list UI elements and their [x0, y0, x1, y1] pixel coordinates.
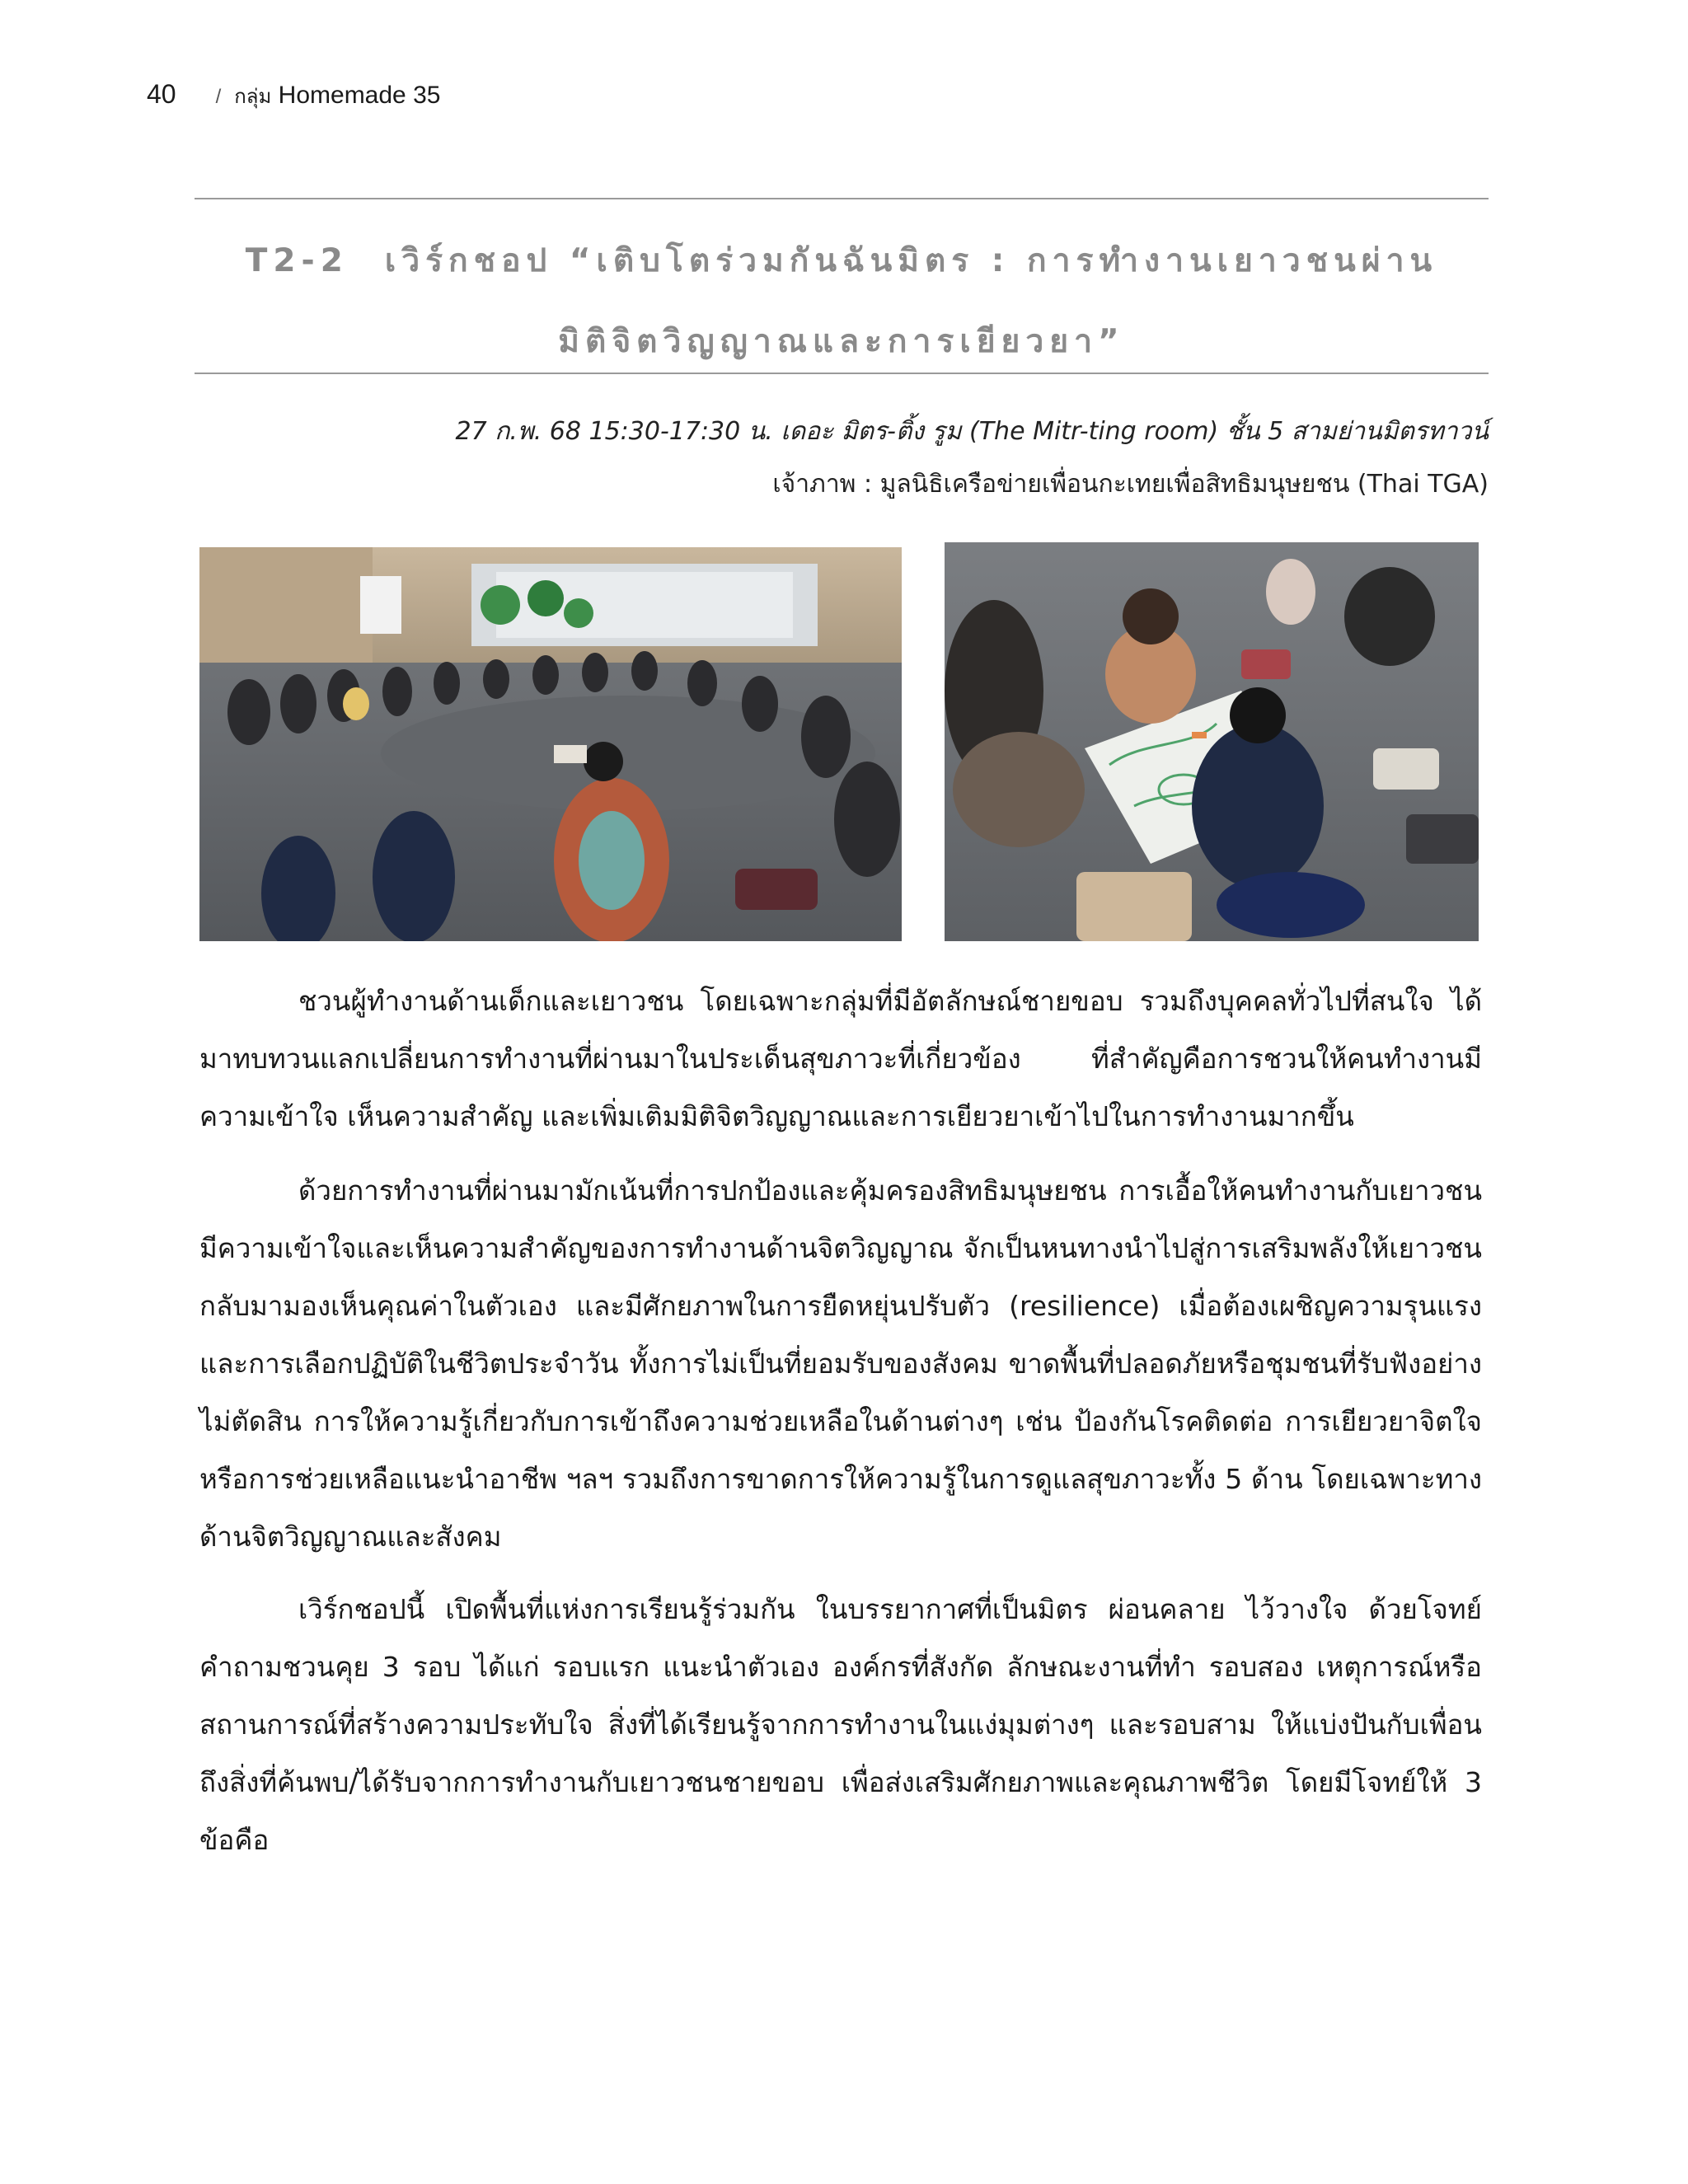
paragraph-intro [199, 972, 1482, 1146]
paragraph-workshop-format-text: เวิร์กชอปนี้ เปิดพื้นที่แห่งการเรียนรู้ร่วมกัน ในบรรยากาศที่เป็นมิตร ผ่อนคลาย ไว้วางใจ ด้วยโจทย์คำถามชวนคุย 3 รอบ ได้แก่ รอบแรก แนะนำตัวเอง องค์กรที่สังกัด ลักษณะงานที่ทำ รอบสอง เหตุการณ์หรือสถานการณ์ที่สร้างความประทับใจ สิ่งที่ได้เรียนรู้จากการทำงานในแง่มุมต่างๆ และรอบสาม ให้แบ่งปันกับเพื่อนถึงสิ่งที่ค้นพบ/ได้รับจากการทำงานกับเยาวชนชายขอบ เพื่อส่งเสริมศักยภาพและคุณภาพชีวิต โดยมีโจทย์ให้ 3 ข้อคือ [199, 1593, 1482, 1856]
workshop-mapping-photo-image [945, 542, 1479, 941]
workshop-circle-photo-image [199, 547, 902, 941]
paragraph-workshop-format [199, 1581, 1482, 1869]
paragraph-intro-text: ชวนผู้ทำงานด้านเด็กและเยาวชน โดยเฉพาะกลุ่มที่มีอัตลักษณ์ชายขอบ รวมถึงบุคคลทั่วไปที่สนใจ ได้มาทบทวนแลกเปลี่ยนการทำงานที่ผ่านมาในประเด็นสุขภาวะที่เกี่ยวข้อง ที่สำคัญคือการชวนให้คนทำงานมีความเข้าใจ เห็นความสำคัญ และเพิ่มเติมมิติจิตวิญญาณและการเยียวยาเข้าไปในการทำงานมากขึ้น [199, 985, 1482, 1132]
section-title-line-1 [195, 221, 1489, 302]
header-group-label [234, 80, 440, 112]
page-header [147, 79, 440, 120]
event-host: เจ้าภาพ : มูลนิธิเครือข่ายเพื่อนกะเทยเพื่อสิทธิมนุษยชน (Thai TGA) [772, 470, 1489, 499]
header-separator: / [215, 86, 222, 108]
header-group-name: Homemade 35 [278, 82, 441, 109]
workshop-mapping-photo [945, 542, 1479, 941]
paragraph-rationale [199, 1162, 1482, 1566]
section-code: T2-2 [245, 242, 349, 279]
title-bottom-rule [195, 373, 1489, 374]
workshop-circle-photo [199, 547, 902, 941]
event-datetime-location: 27 ก.พ. 68 15:30-17:30 น. เดอะ มิตร-ติ้ง รูม (The Mitr-ting room) ชั้น 5 สามย่านมิตรทาวน์ [455, 417, 1489, 446]
header-group-prefix: กลุ่ม [234, 86, 272, 108]
section-title-line-2: มิติจิตวิญญาณและการเยียวยา” [558, 323, 1125, 360]
section-title-text-1: เวิร์กชอป “เติบโตร่วมกันฉันมิตร : การทำงานเยาวชนผ่าน [384, 242, 1438, 279]
page-number: 40 [147, 79, 176, 109]
paragraph-rationale-text: ด้วยการทำงานที่ผ่านมามักเน้นที่การปกป้องและคุ้มครองสิทธิมนุษยชน การเอื้อให้คนทำงานกับเยาวชนมีความเข้าใจและเห็นความสำคัญของการทำงานด้านจิตวิญญาณ จักเป็นหนทางนำไปสู่การเสริมพลังให้เยาวชนกลับมามองเห็นคุณค่าในตัวเอง และมีศักยภาพในการยืดหยุ่นปรับตัว (resilience) เมื่อต้องเผชิญความรุนแรงและการเลือกปฏิบัติในชีวิตประจำวัน ทั้งการไม่เป็นที่ยอมรับของสังคม ขาดพื้นที่ปลอดภัยหรือชุมชนที่รับฟังอย่างไม่ตัดสิน การให้ความรู้เกี่ยวกับการเข้าถึงความช่วยเหลือในด้านต่างๆ เช่น ป้องกันโรคติดต่อ การเยียวยาจิตใจ หรือการช่วยเหลือแนะนำอาชีพ ฯลฯ รวมถึงการขาดการให้ความรู้ในการดูแลสุขภาวะทั้ง 5 ด้าน โดยเฉพาะทางด้านจิตวิญญาณและสังคม [199, 1174, 1482, 1553]
title-top-rule [195, 198, 1489, 199]
section-title [195, 221, 1489, 382]
